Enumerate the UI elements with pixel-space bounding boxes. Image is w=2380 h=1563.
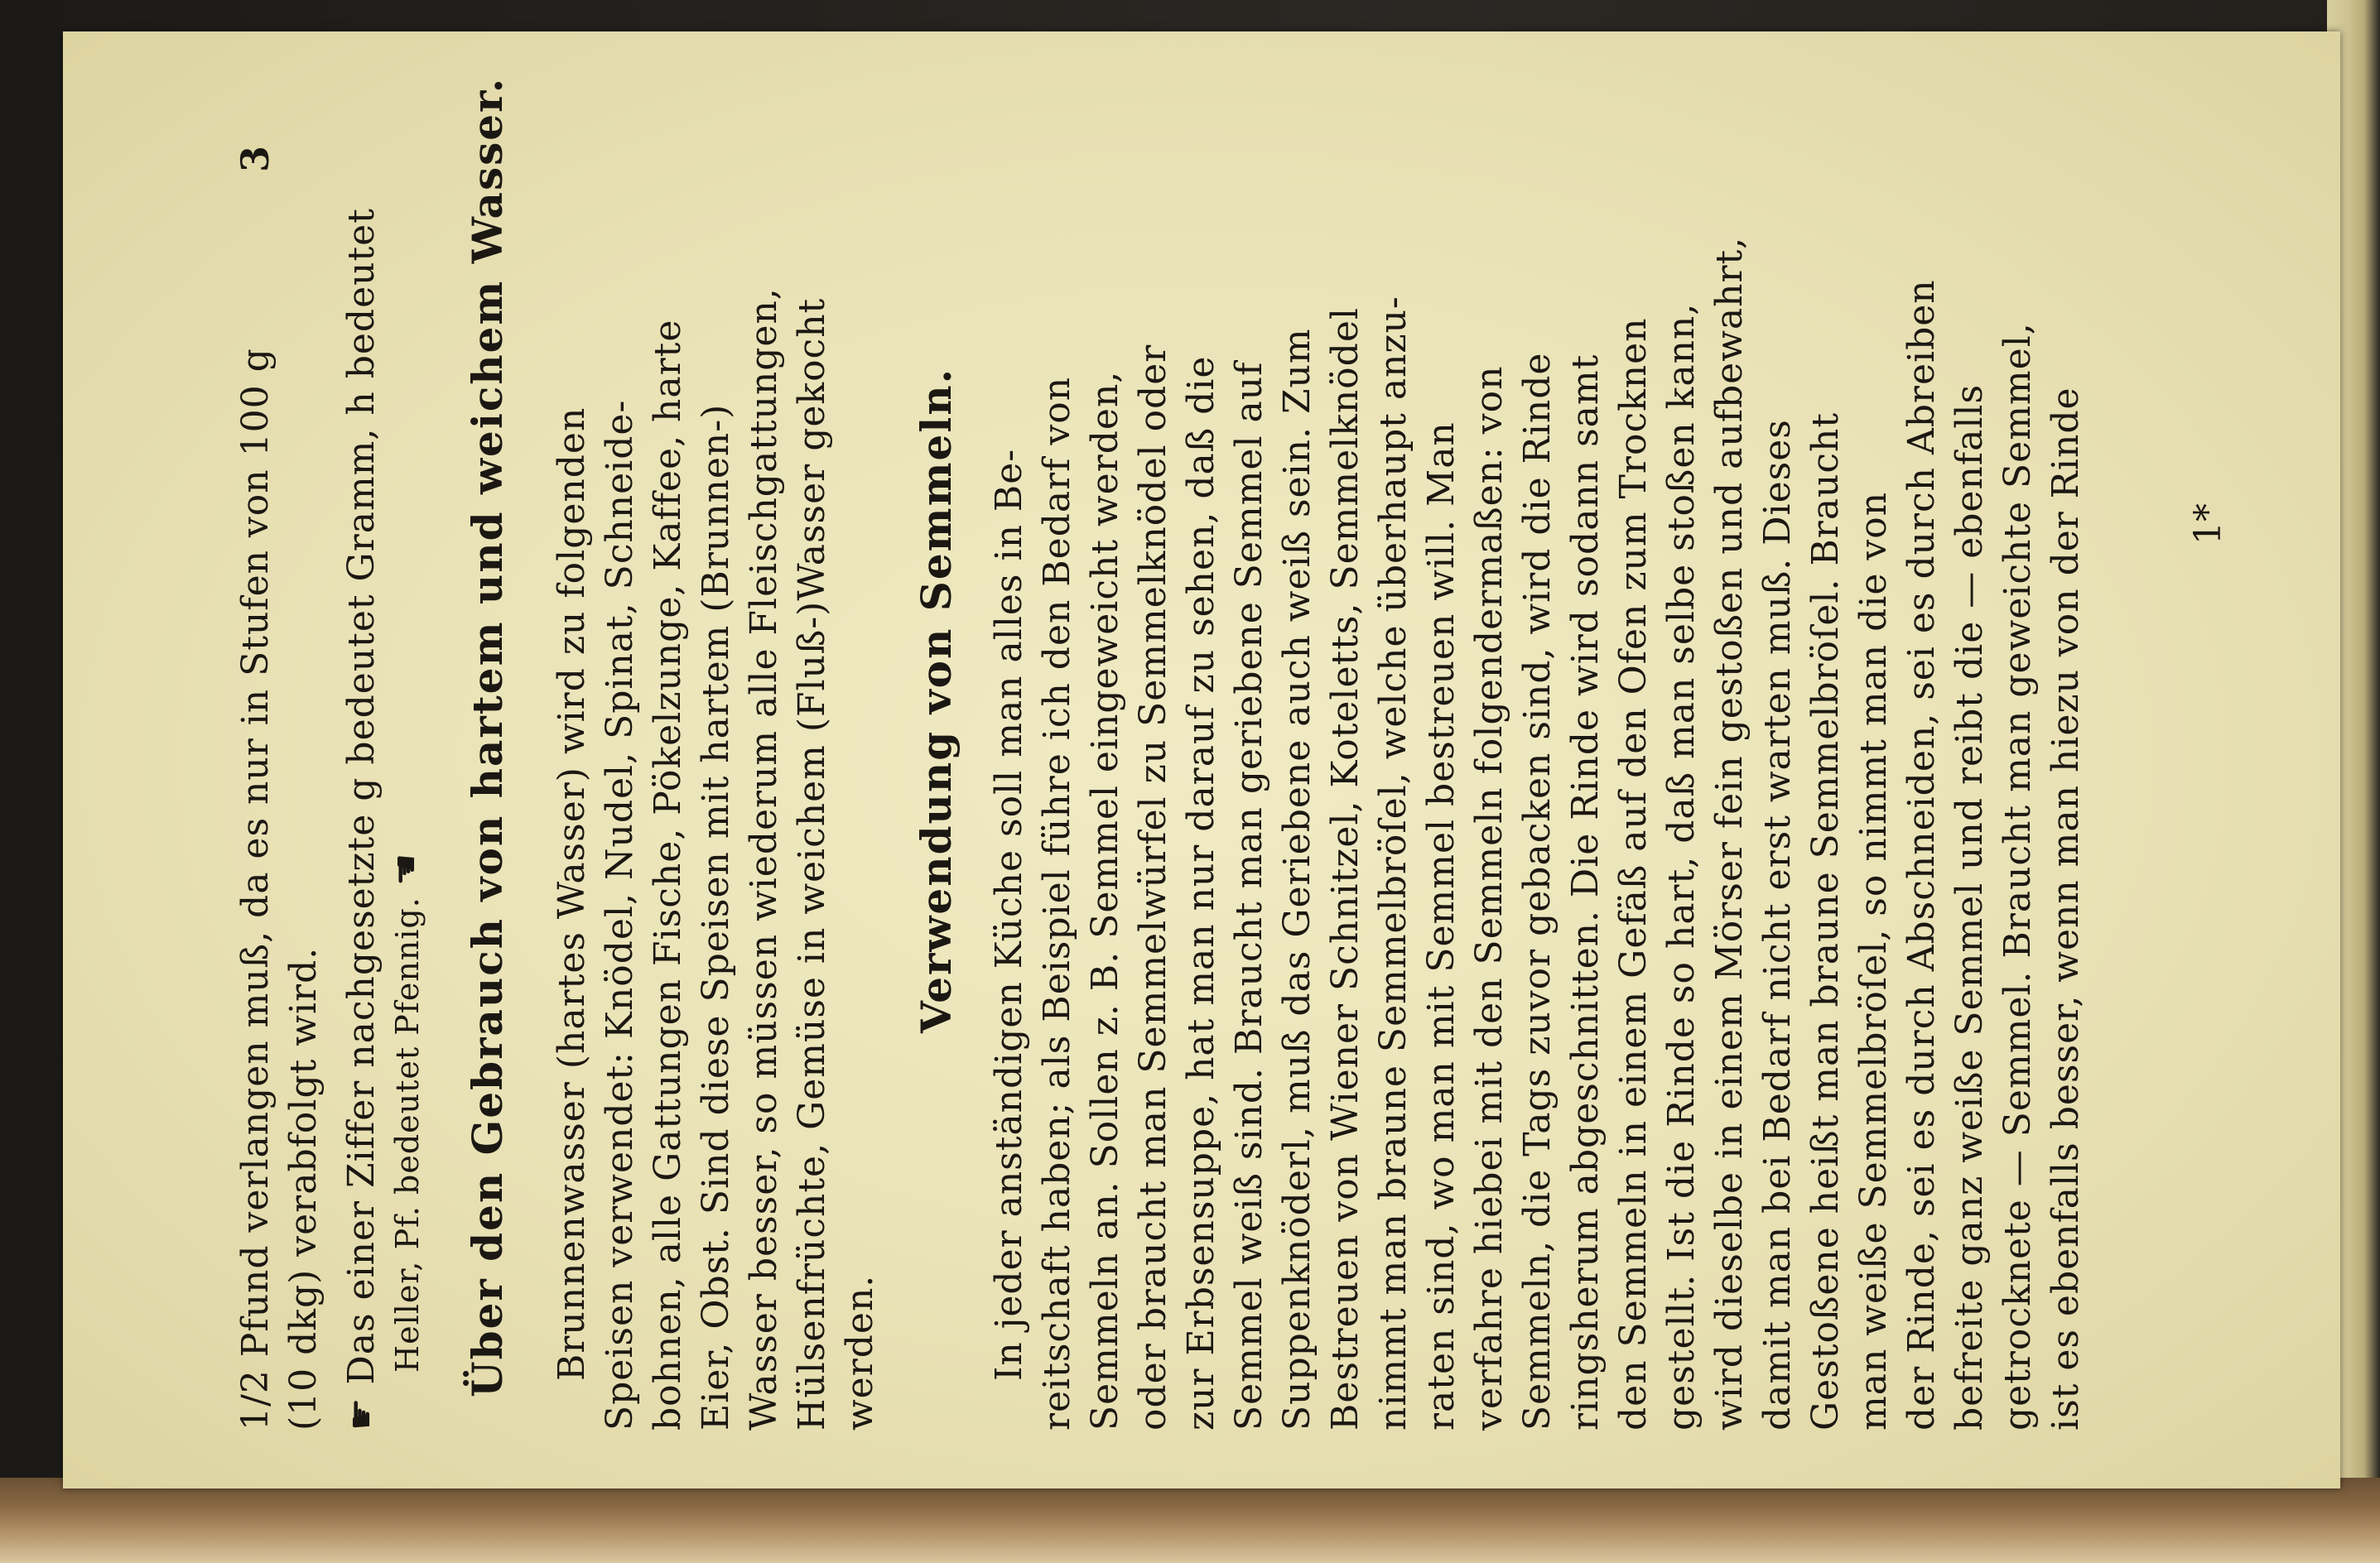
body-line: Wasser besser, so müssen wiederum alle Fleischgattungen, bbox=[743, 287, 785, 1431]
body-line: Semmeln, die Tags zuvor gebacken sind, wird die Rinde bbox=[1516, 352, 1559, 1431]
notice-line bbox=[383, 98, 431, 1373]
body-line: ist es ebenfalls besser, wenn man hiezu von der Rinde bbox=[2045, 387, 2087, 1431]
body-line: reitschaft haben; als Beispiel führe ich den Bedarf von bbox=[1036, 376, 1078, 1431]
body-line: Speisen verwendet: Knödel, Nudel, Spinat, Schneide- bbox=[599, 399, 641, 1431]
notice-text: Heller, Pf. bedeutet Pfennig. bbox=[389, 897, 426, 1373]
pointing-hand-icon: ☛ bbox=[340, 1397, 383, 1431]
pointing-hand-icon: ☚ bbox=[385, 852, 427, 887]
body-line: Gestoßene heißt man braune Semmelbröſel. Braucht bbox=[1804, 411, 1847, 1431]
body-line: bohnen, alle Gattungen Fische, Pökelzunge, Kaffee, harte bbox=[647, 319, 689, 1431]
body-line: Hülsenfrüchte, Gemüse in weichem (Fluß-)Wasser gekocht bbox=[791, 297, 833, 1431]
body-line: verfahre hiebei mit den Semmeln folgendermaßen: von bbox=[1468, 365, 1510, 1431]
body-line: der Rinde, sei es durch Abschneiden, sei es durch Abreiben bbox=[1901, 279, 1943, 1431]
notice-line bbox=[339, 156, 385, 1431]
body-line: getrocknete — Semmel. Braucht man geweichte Semmel, bbox=[1997, 322, 2039, 1431]
body-line: Suppenknöderl, muß das Geriebene auch weiß sein. Zum bbox=[1276, 328, 1318, 1431]
body-line: zur Erbsensuppe, hat man nur darauf zu sehen, daß die bbox=[1180, 355, 1222, 1431]
book-page bbox=[63, 31, 2340, 1488]
signature-mark: 1* bbox=[2187, 503, 2229, 545]
body-line: ringsherum abgeschnitten. Die Rinde wird sodann samt bbox=[1564, 353, 1607, 1431]
body-line: Brunnenwasser (hartes Wasser) wird zu folgenden bbox=[551, 406, 593, 1381]
body-line: gestellt. Ist die Rinde so hart, daß man selbe stoßen kann, bbox=[1660, 302, 1703, 1431]
page-number: 3 bbox=[233, 145, 277, 172]
notice-text: Das einer Ziffer nachgesetzte g bedeutet Gramm, h bedeutet bbox=[340, 208, 383, 1385]
body-line: Eier, Obst. Sind diese Speisen mit hartem (Brunnen-) bbox=[695, 403, 737, 1431]
body-line: Semmel weiß sind. Braucht man geriebene Semmel auf bbox=[1228, 361, 1270, 1431]
section-heading: Verwendung von Semmeln. bbox=[912, 367, 961, 1033]
body-line: oder braucht man Semmelwürfel zu Semmelknödel oder bbox=[1132, 344, 1174, 1431]
intro-line: 1/2 Pfund verlangen muß, da es nur in Stufen von 100 g bbox=[234, 348, 277, 1431]
book-spine bbox=[0, 1478, 2380, 1563]
body-line: damit man bei Bedarf nicht erst warten muß. Dieses bbox=[1756, 419, 1799, 1431]
body-line: den Semmeln in einem Gefäß auf den Ofen zum Trocknen bbox=[1612, 317, 1655, 1431]
body-line: In jeder anständigen Küche soll man alles in Be- bbox=[988, 448, 1030, 1381]
rotated-text-block bbox=[233, 76, 2320, 1431]
intro-line: (10 dkg) verabfolgt wird. bbox=[282, 946, 325, 1431]
section-heading: Über den Gebrauch von hartem und weichem Wasser. bbox=[463, 76, 512, 1397]
body-line: Semmeln an. Sollen z. B. Semmel eingeweicht werden, bbox=[1084, 370, 1126, 1431]
body-line: werden. bbox=[839, 1274, 881, 1431]
body-line: man weiße Semmelbröſel, so nimmt man die von bbox=[1852, 491, 1895, 1431]
body-line: Bestreuen von Wiener Schnitzel, Koteletts, Semmelknödel bbox=[1324, 307, 1366, 1431]
body-line: wird dieselbe in einem Mörser fein gestoßen und aufbewahrt, bbox=[1708, 236, 1751, 1431]
body-line: raten sind, wo man mit Semmel bestreuen will. Man bbox=[1420, 421, 1462, 1431]
body-line: nimmt man braune Semmelbröſel, welche überhaupt anzu- bbox=[1372, 296, 1414, 1431]
body-line: befreite ganz weiße Semmel und reibt die — ebenfalls bbox=[1949, 383, 1991, 1431]
